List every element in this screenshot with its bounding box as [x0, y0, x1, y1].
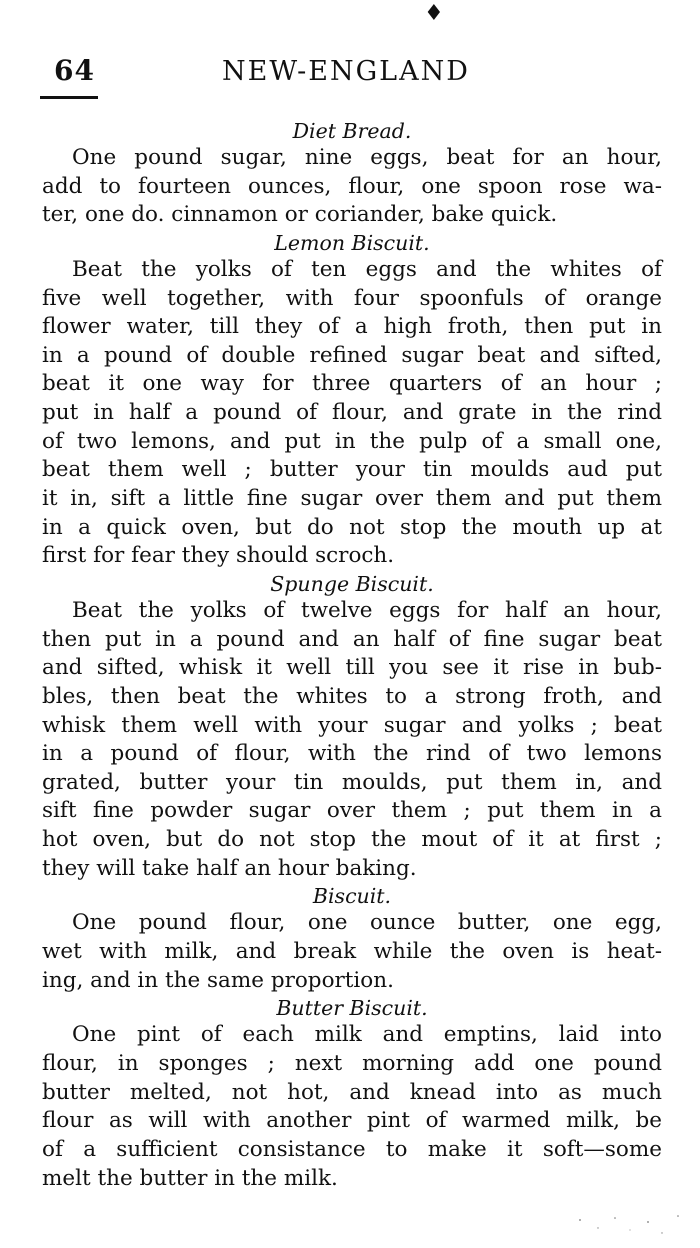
text-line: ing, and in the same proportion.: [42, 967, 394, 993]
recipe-title: Spunge Biscuit.: [270, 571, 434, 596]
recipe-lemon-biscuit: [42, 230, 662, 571]
running-title: NEW-ENGLAND: [222, 56, 470, 87]
text-line: add to fourteen ounces, flour, one spoon rose wa-: [42, 173, 662, 199]
printer-mark: ♦: [424, 1, 444, 26]
recipe-diet-bread: [42, 118, 662, 230]
recipe-title: Biscuit.: [312, 884, 392, 909]
recipe-text: [42, 118, 662, 1193]
text-line: whisk them well with your sugar and yolks ; beat: [42, 712, 662, 738]
recipe-title: Lemon Biscuit.: [274, 230, 430, 255]
text-line: One pound sugar, nine eggs, beat for an hour,: [72, 145, 662, 170]
text-line: then put in a pound and an half of fine sugar beat: [42, 626, 662, 652]
text-line: they will take half an hour baking.: [42, 855, 417, 881]
text-line: first for fear they should scroch.: [42, 543, 395, 569]
recipe-biscuit: [42, 883, 662, 995]
text-line: One pound flour, one ounce butter, one egg,: [72, 910, 662, 936]
recipe-title: Diet Bread.: [292, 119, 412, 143]
text-line: five well together, with four spoonfuls of orange: [42, 285, 662, 311]
text-line: flour as will with another pint of warmed milk, be: [42, 1108, 662, 1134]
text-line: and sifted, whisk it well till you see it rise in bub-: [42, 655, 662, 681]
recipe-spunge-biscuit: [42, 571, 662, 883]
text-line: grated, butter your tin moulds, put them in, and: [42, 769, 662, 795]
text-line: it in, sift a little fine sugar over them and put them: [42, 486, 662, 512]
page-header: [40, 52, 680, 98]
text-line: bles, then beat the whites to a strong froth, and: [42, 683, 662, 709]
text-line: hot oven, but do not stop the mout of it at first ;: [42, 827, 662, 853]
text-line: melt the butter in the milk.: [42, 1165, 338, 1191]
text-line: ter, one do. cinnamon or coriander, bake quick.: [42, 202, 558, 228]
text-line: flower water, till they of a high froth, then put in: [42, 314, 662, 340]
text-line: in a pound of flour, with the rind of two lemons: [42, 741, 662, 767]
text-line: Beat the yolks of twelve eggs for half an hour,: [72, 597, 662, 623]
text-line: Beat the yolks of ten eggs and the whites of: [72, 256, 662, 282]
text-line: One pint of each milk and emptins, laid into: [72, 1022, 662, 1048]
recipe-title: Butter Biscuit.: [276, 996, 428, 1021]
text-line: beat it one way for three quarters of an hour ;: [42, 371, 662, 397]
page-number: 64: [54, 54, 95, 87]
paper-speckle: [560, 1200, 690, 1240]
text-line: in a quick oven, but do not stop the mouth up at: [42, 514, 662, 540]
text-line: sift fine powder sugar over them ; put them in a: [42, 798, 662, 824]
text-line: put in half a pound of flour, and grate in the rind: [42, 400, 662, 426]
header-rule: [40, 96, 98, 99]
text-line: wet with milk, and break while the oven is heat-: [42, 939, 662, 965]
text-line: in a pound of double refined sugar beat and sifted,: [42, 342, 662, 368]
text-line: of two lemons, and put in the pulp of a small one,: [42, 428, 662, 454]
text-line: butter melted, not hot, and knead into as much: [42, 1079, 662, 1105]
recipe-butter-biscuit: [42, 995, 662, 1193]
text-line: flour, in sponges ; next morning add one pound: [42, 1050, 662, 1076]
text-line: beat them well ; butter your tin moulds aud put: [42, 457, 662, 483]
text-line: of a sufficient consistance to make it soft—some: [42, 1136, 662, 1162]
